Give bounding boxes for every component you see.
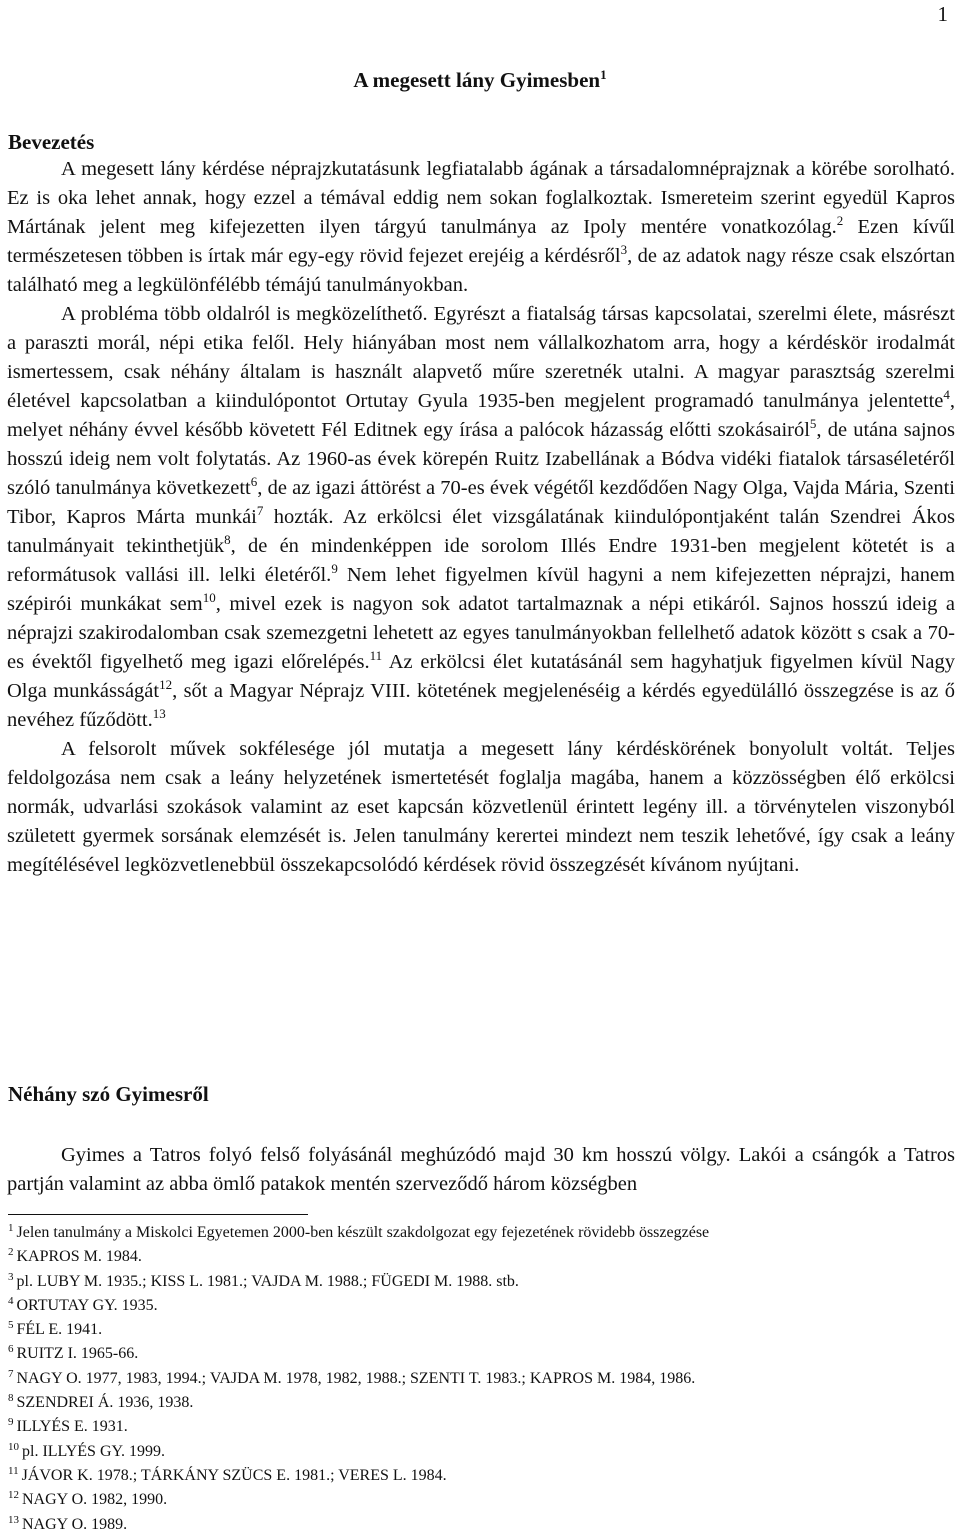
footnote-number: 10: [8, 1440, 19, 1453]
text-run: , mivel ezek is nagyon sok adatot tartalmaznak a népi etikáról. Sajnos hosszú ideig a néprajzi szakirodalomban csak szemezgetni lehetett az egyes tanulmányokban fellelhető adatok között s csak a 70-es évektől figyelhető meg igazi előrelépés.: [7, 593, 955, 673]
text-run: , de az adatok nagy része csak elszórtan található meg a legkülönfélébb témájú tanulmányokban.: [7, 245, 955, 296]
footnote-text: pl. ILLYÉS GY. 1999.: [22, 1442, 165, 1460]
footnote-text: ILLYÉS E. 1931.: [16, 1418, 128, 1436]
footnote-text: NAGY O. 1977, 1983, 1994.; VAJDA M. 1978, 1982, 1988.; SZENTI T. 1983.; KAPROS M. 1984, 1986.: [16, 1369, 696, 1387]
text-run: hozták. Az erkölcsi élet vizsgálatának kiindulópontjaként talán Szendrei Ákos tanulmányait tekinthetjük: [7, 506, 956, 557]
footnote-text: Jelen tanulmány a Miskolci Egyetemen 2000-ben készült szakdolgozat egy fejezetének rövidebb összegzése: [16, 1224, 710, 1241]
footnote-number: 4: [8, 1294, 14, 1307]
text-run: , melyet néhány évvel később követett Fél Editnek egy írása a palócok házasság előtti szokásairól: [7, 390, 955, 441]
footnote: [8, 1488, 953, 1512]
footnote: [8, 1391, 953, 1415]
footnote-text: RUITZ I. 1965-66.: [16, 1345, 139, 1363]
footnote-ref[interactable]: 12: [159, 677, 173, 692]
footnote-text: NAGY O. 1989.: [22, 1515, 128, 1533]
footnote-ref[interactable]: 4: [943, 387, 950, 402]
footnote-ref[interactable]: 5: [809, 416, 817, 431]
text-run: , de én mindenképpen ide sorolom Illés Endre 1931-ben megjelent kötetét is a reformátusok vallási ill. lelki életéről.: [7, 535, 955, 586]
text-run: Ezen kívűl természetesen többen is írtak már egy-egy rövid fejezet erejéig a kérdésről: [7, 216, 955, 267]
footnote-separator: [8, 1214, 308, 1215]
footnote: [8, 1342, 953, 1366]
footnote-ref[interactable]: 3: [620, 242, 628, 257]
paragraph: [7, 155, 955, 300]
footnote-number: 13: [8, 1513, 19, 1526]
footnote-text: pl. LUBY M. 1935.; KISS L. 1981.; VAJDA M. 1988.; FÜGEDI M. 1988. stb.: [16, 1272, 519, 1290]
footnote: [8, 1270, 953, 1294]
intro-section: [7, 155, 955, 880]
page-number: 1: [937, 2, 948, 26]
text-run: A probléma több oldalról is megközelíthető. Egyrészt a fiatalság társas kapcsolatai, szerelmi élete, másrészt a paraszti morál, népi etika felől. Hely hiányában most nem vállalkozhatom arra, hogy a kérdéskör irodalmát ismertessem, csak néhány általam is használt alapvető műre szeretnék utalni. A magyar parasztság szerelmi életével kapcsolatban a kiindulópontot Ortutay Gyula 1935-ben megjelent programadó tanulmánya jelentette: [7, 303, 955, 412]
footnote-number: 11: [8, 1464, 19, 1477]
footnote-ref[interactable]: 7: [256, 503, 264, 518]
footnote: [8, 1415, 953, 1439]
footnote: [8, 1464, 953, 1488]
footnote-ref[interactable]: 1: [600, 67, 607, 82]
footnote-ref[interactable]: 10: [202, 590, 216, 605]
footnote-text: FÉL E. 1941.: [16, 1321, 103, 1339]
footnote-number: 7: [8, 1367, 14, 1380]
footnote-ref[interactable]: 2: [836, 213, 844, 228]
footnote-number: 6: [8, 1343, 14, 1356]
footnote-text: JÁVOR K. 1978.; TÁRKÁNY SZÜCS E. 1981.; VERES L. 1984.: [21, 1466, 447, 1484]
footnote: [8, 1440, 953, 1464]
footnote-ref[interactable]: 6: [250, 474, 258, 489]
section-heading-gyimes: Néhány szó Gyimesről: [8, 1082, 209, 1106]
paragraph: Gyimes a Tatros folyó felső folyásánál meghúzódó majd 30 km hosszú völgy. Lakói a csángók a Tatros partján valamint az abba ömlő patakok mentén szerveződő három községben: [7, 1144, 955, 1195]
footnote-number: 5: [8, 1319, 14, 1332]
footnote: [8, 1294, 953, 1318]
section-heading-intro: Bevezetés: [8, 130, 95, 154]
footnote: [8, 1513, 953, 1537]
footnote-number: 1: [8, 1222, 14, 1234]
footnote-ref[interactable]: 13: [152, 706, 166, 721]
footnote: [8, 1221, 953, 1245]
text-run: , de utána sajnos hosszú ideig nem volt folytatás. Az 1960-as évek körepén Ruitz Izabellának a Bódva vidéki fiatalok társaséletéről szóló tanulmánya következett: [7, 419, 955, 499]
footnote-text: SZENDREI Á. 1936, 1938.: [16, 1394, 194, 1412]
text-run: A megesett lány kérdése néprajzkutatásunk legfiatalabb ágának a társadalomnéprajznak a körébe sorolható. Ez is oka lehet annak, hogy ezzel a témával eddig nem sokan foglalkoztak. Ismereteim szerint egyedül Kapros Mártának jelent meg kifejezetten ilyen tárgyú tanulmánya az Ipoly mentére vonatkozólag.: [7, 158, 955, 238]
footnote-text: ORTUTAY GY. 1935.: [16, 1296, 158, 1314]
paragraph: [7, 300, 955, 735]
footnote-text: KAPROS M. 1984.: [16, 1248, 142, 1266]
footnote-list: [8, 1221, 953, 1537]
footnote-number: 3: [8, 1270, 14, 1283]
footnote: [8, 1318, 953, 1342]
footnote: [8, 1367, 953, 1391]
footnote-ref[interactable]: 9: [331, 561, 338, 576]
footnote-ref[interactable]: 11: [369, 648, 383, 663]
footnote: [8, 1245, 953, 1269]
footnote-ref[interactable]: 8: [224, 532, 231, 547]
title-text: A megesett lány Gyimesben: [353, 68, 601, 92]
document-title: [0, 68, 960, 93]
text-run: Az erkölcsi élet kutatásánál sem hagyhatjuk figyelmen kívül Nagy Olga munkásságát: [7, 651, 955, 702]
footnote-number: 9: [8, 1416, 14, 1429]
text-run: , de az igazi áttörést a 70-es évek végétől kezdődően Nagy Olga, Vajda Mária, Szenti Tibor, Kapros Márta munkái: [7, 477, 956, 528]
footnote-text: NAGY O. 1982, 1990.: [22, 1491, 168, 1509]
text-run: , sőt a Magyar Néprajz VIII. kötetének megjelenéséig a kérdés egyedülálló összegzése is az ő nevéhez fűződött.: [7, 680, 955, 731]
gyimes-section: [7, 1141, 955, 1199]
paragraph: A felsorolt művek sokfélesége jól mutatja a megesett lány kérdéskörének bonyolult voltát. Teljes feldolgozása nem csak a leány helyzetének ismertetését foglalja magába, hanem a közzösségben élő erkölcsi normák, udvarlási szokások valamint az eset kapcsán közvetlenül érintett legény ill. a törvénytelen viszonyból született gyermek sorsának elemzését is. Jelen tanulmány kerertei mindezt nem teszik lehetővé, így csak a leány megítélésével legközvetlenebbül összekapcsolódó kérdések rövid összegzését kívánom nyújtani.: [7, 738, 955, 876]
text-run: Nem lehet figyelmen kívül hagyni a nem kifejezetten néprajzi, hanem szépirói munkákat sem: [7, 564, 955, 615]
footnote-number: 2: [8, 1246, 14, 1259]
footnote-number: 8: [8, 1392, 14, 1405]
footnote-number: 12: [8, 1489, 19, 1502]
